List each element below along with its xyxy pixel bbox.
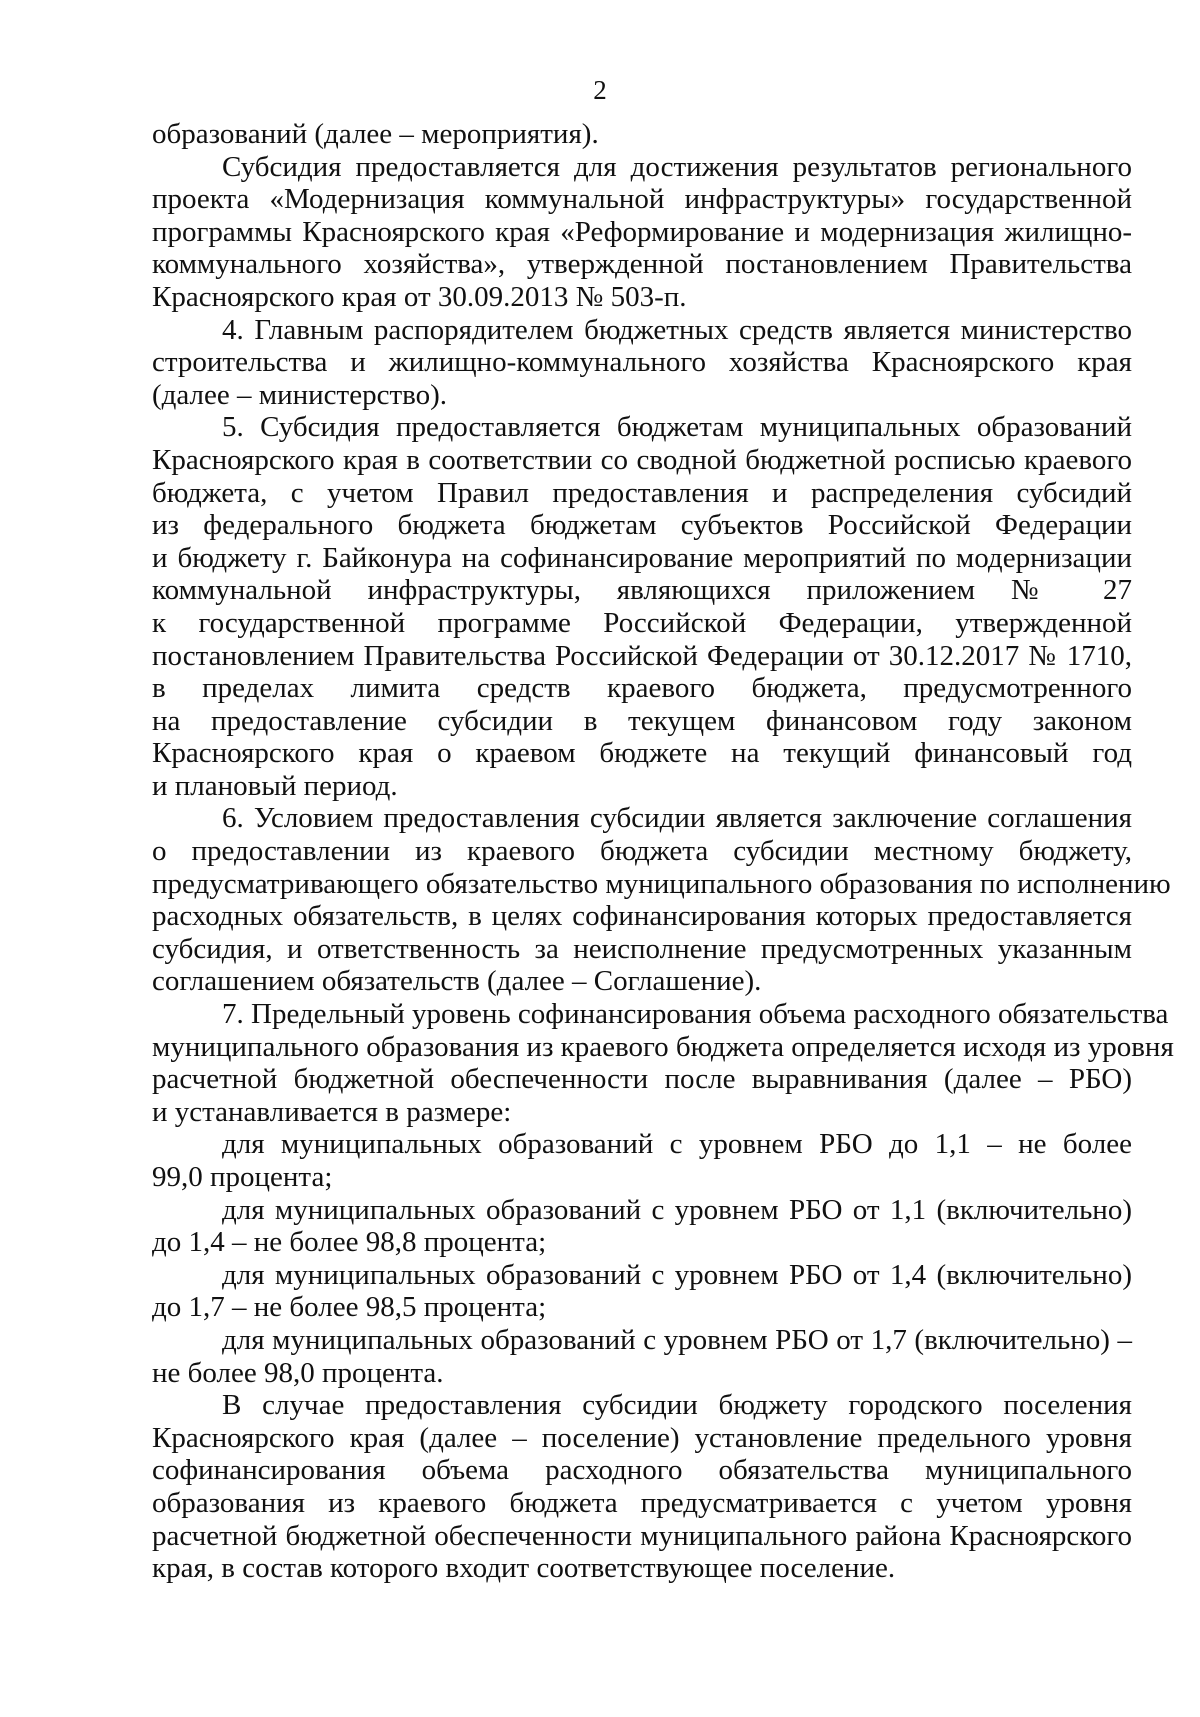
text-line: расчетной бюджетной обеспеченности муниципального района Красноярского (152, 1519, 1132, 1552)
text-line: 6. Условием предоставления субсидии является заключение соглашения (222, 802, 1132, 835)
text-line: коммунального хозяйства», утвержденной постановлением Правительства (152, 248, 1132, 281)
text-line: для муниципальных образований с уровнем РБО до 1,1 – не более (222, 1128, 1132, 1161)
text-line: 99,0 процента; (152, 1161, 333, 1193)
text-line: и плановый период. (152, 769, 398, 802)
text-line: софинансирования объема расходного обязательства муниципального (152, 1454, 1132, 1487)
text-line: о предоставлении из краевого бюджета субсидии местному бюджету, (152, 835, 1132, 868)
text-line: программы Красноярского края «Реформирование и модернизация жилищно- (152, 215, 1132, 248)
text-line: Красноярского края (далее – поселение) установление предельного уровня (152, 1421, 1132, 1454)
text-line: Красноярского края в соответствии со сводной бюджетной росписью краевого (152, 443, 1132, 476)
text-line: образований (далее – мероприятия). (152, 118, 599, 150)
text-line: расходных обязательств, в целях софинансирования которых предоставляется (152, 900, 1132, 933)
text-line: из федерального бюджета бюджетам субъектов Российской Федерации (152, 509, 1132, 542)
text-line: соглашением обязательств (далее – Соглашение). (152, 965, 762, 998)
text-line: для муниципальных образований с уровнем РБО от 1,1 (включительно) (222, 1193, 1132, 1226)
text-line: строительства и жилищно-коммунального хозяйства Красноярского края (152, 346, 1132, 379)
text-line: 4. Главным распорядителем бюджетных средств является министерство (222, 313, 1132, 346)
text-line: Красноярского края о краевом бюджете на текущий финансовый год (152, 737, 1132, 770)
text-line: бюджета, с учетом Правил предоставления и распределения субсидий (152, 476, 1132, 509)
text-line: 5. Субсидия предоставляется бюджетам муниципальных образований (222, 411, 1132, 444)
text-line: на предоставление субсидии в текущем финансовом году законом (152, 704, 1132, 737)
text-line: к государственной программе Российской Федерации, утвержденной (152, 606, 1132, 639)
text-line: не более 98,0 процента. (152, 1356, 444, 1389)
text-line: образования из краевого бюджета предусматривается с учетом уровня (152, 1486, 1132, 1519)
text-line: субсидия, и ответственность за неисполнение предусмотренных указанным (152, 932, 1132, 965)
text-line: В случае предоставления субсидии бюджету городского поселения (222, 1389, 1132, 1422)
text-line: и устанавливается в размере: (152, 1095, 512, 1128)
text-line: и бюджету г. Байконура на софинансирование мероприятий по модернизации (152, 541, 1132, 574)
text-line: в пределах лимита средств краевого бюджета, предусмотренного (152, 672, 1132, 705)
text-line: до 1,7 – не более 98,5 процента; (152, 1291, 547, 1324)
text-line: Субсидия предоставляется для достижения результатов регионального (222, 150, 1132, 183)
text-line: проекта «Модернизация коммунальной инфраструктуры» государственной (152, 183, 1132, 216)
text-line: постановлением Правительства Российской Федерации от 30.12.2017 № 1710, (152, 639, 1132, 672)
text-line: Красноярского края от 30.09.2013 № 503-п. (152, 280, 687, 313)
text-line: коммунальной инфраструктуры, являющихся приложением № 27 (152, 574, 1132, 607)
text-line: 7. Предельный уровень софинансирования объема расходного обязательства (222, 998, 1169, 1031)
text-line: края, в состав которого входит соответствующее поселение. (152, 1552, 896, 1585)
text-line: расчетной бюджетной обеспеченности после выравнивания (далее – РБО) (152, 1063, 1132, 1096)
text-line: (далее – министерство). (152, 378, 448, 411)
text-line: для муниципальных образований с уровнем РБО от 1,4 (включительно) (222, 1258, 1132, 1291)
text-line: муниципального образования из краевого бюджета определяется исходя из уровня (152, 1030, 1174, 1063)
text-line: до 1,4 – не более 98,8 процента; (152, 1226, 547, 1259)
text-line: предусматривающего обязательство муниципального образования по исполнению (152, 867, 1171, 900)
text-line: для муниципальных образований с уровнем РБО от 1,7 (включительно) – (222, 1323, 1132, 1356)
document-body (152, 118, 1174, 1585)
page-number: 2 (593, 75, 607, 105)
